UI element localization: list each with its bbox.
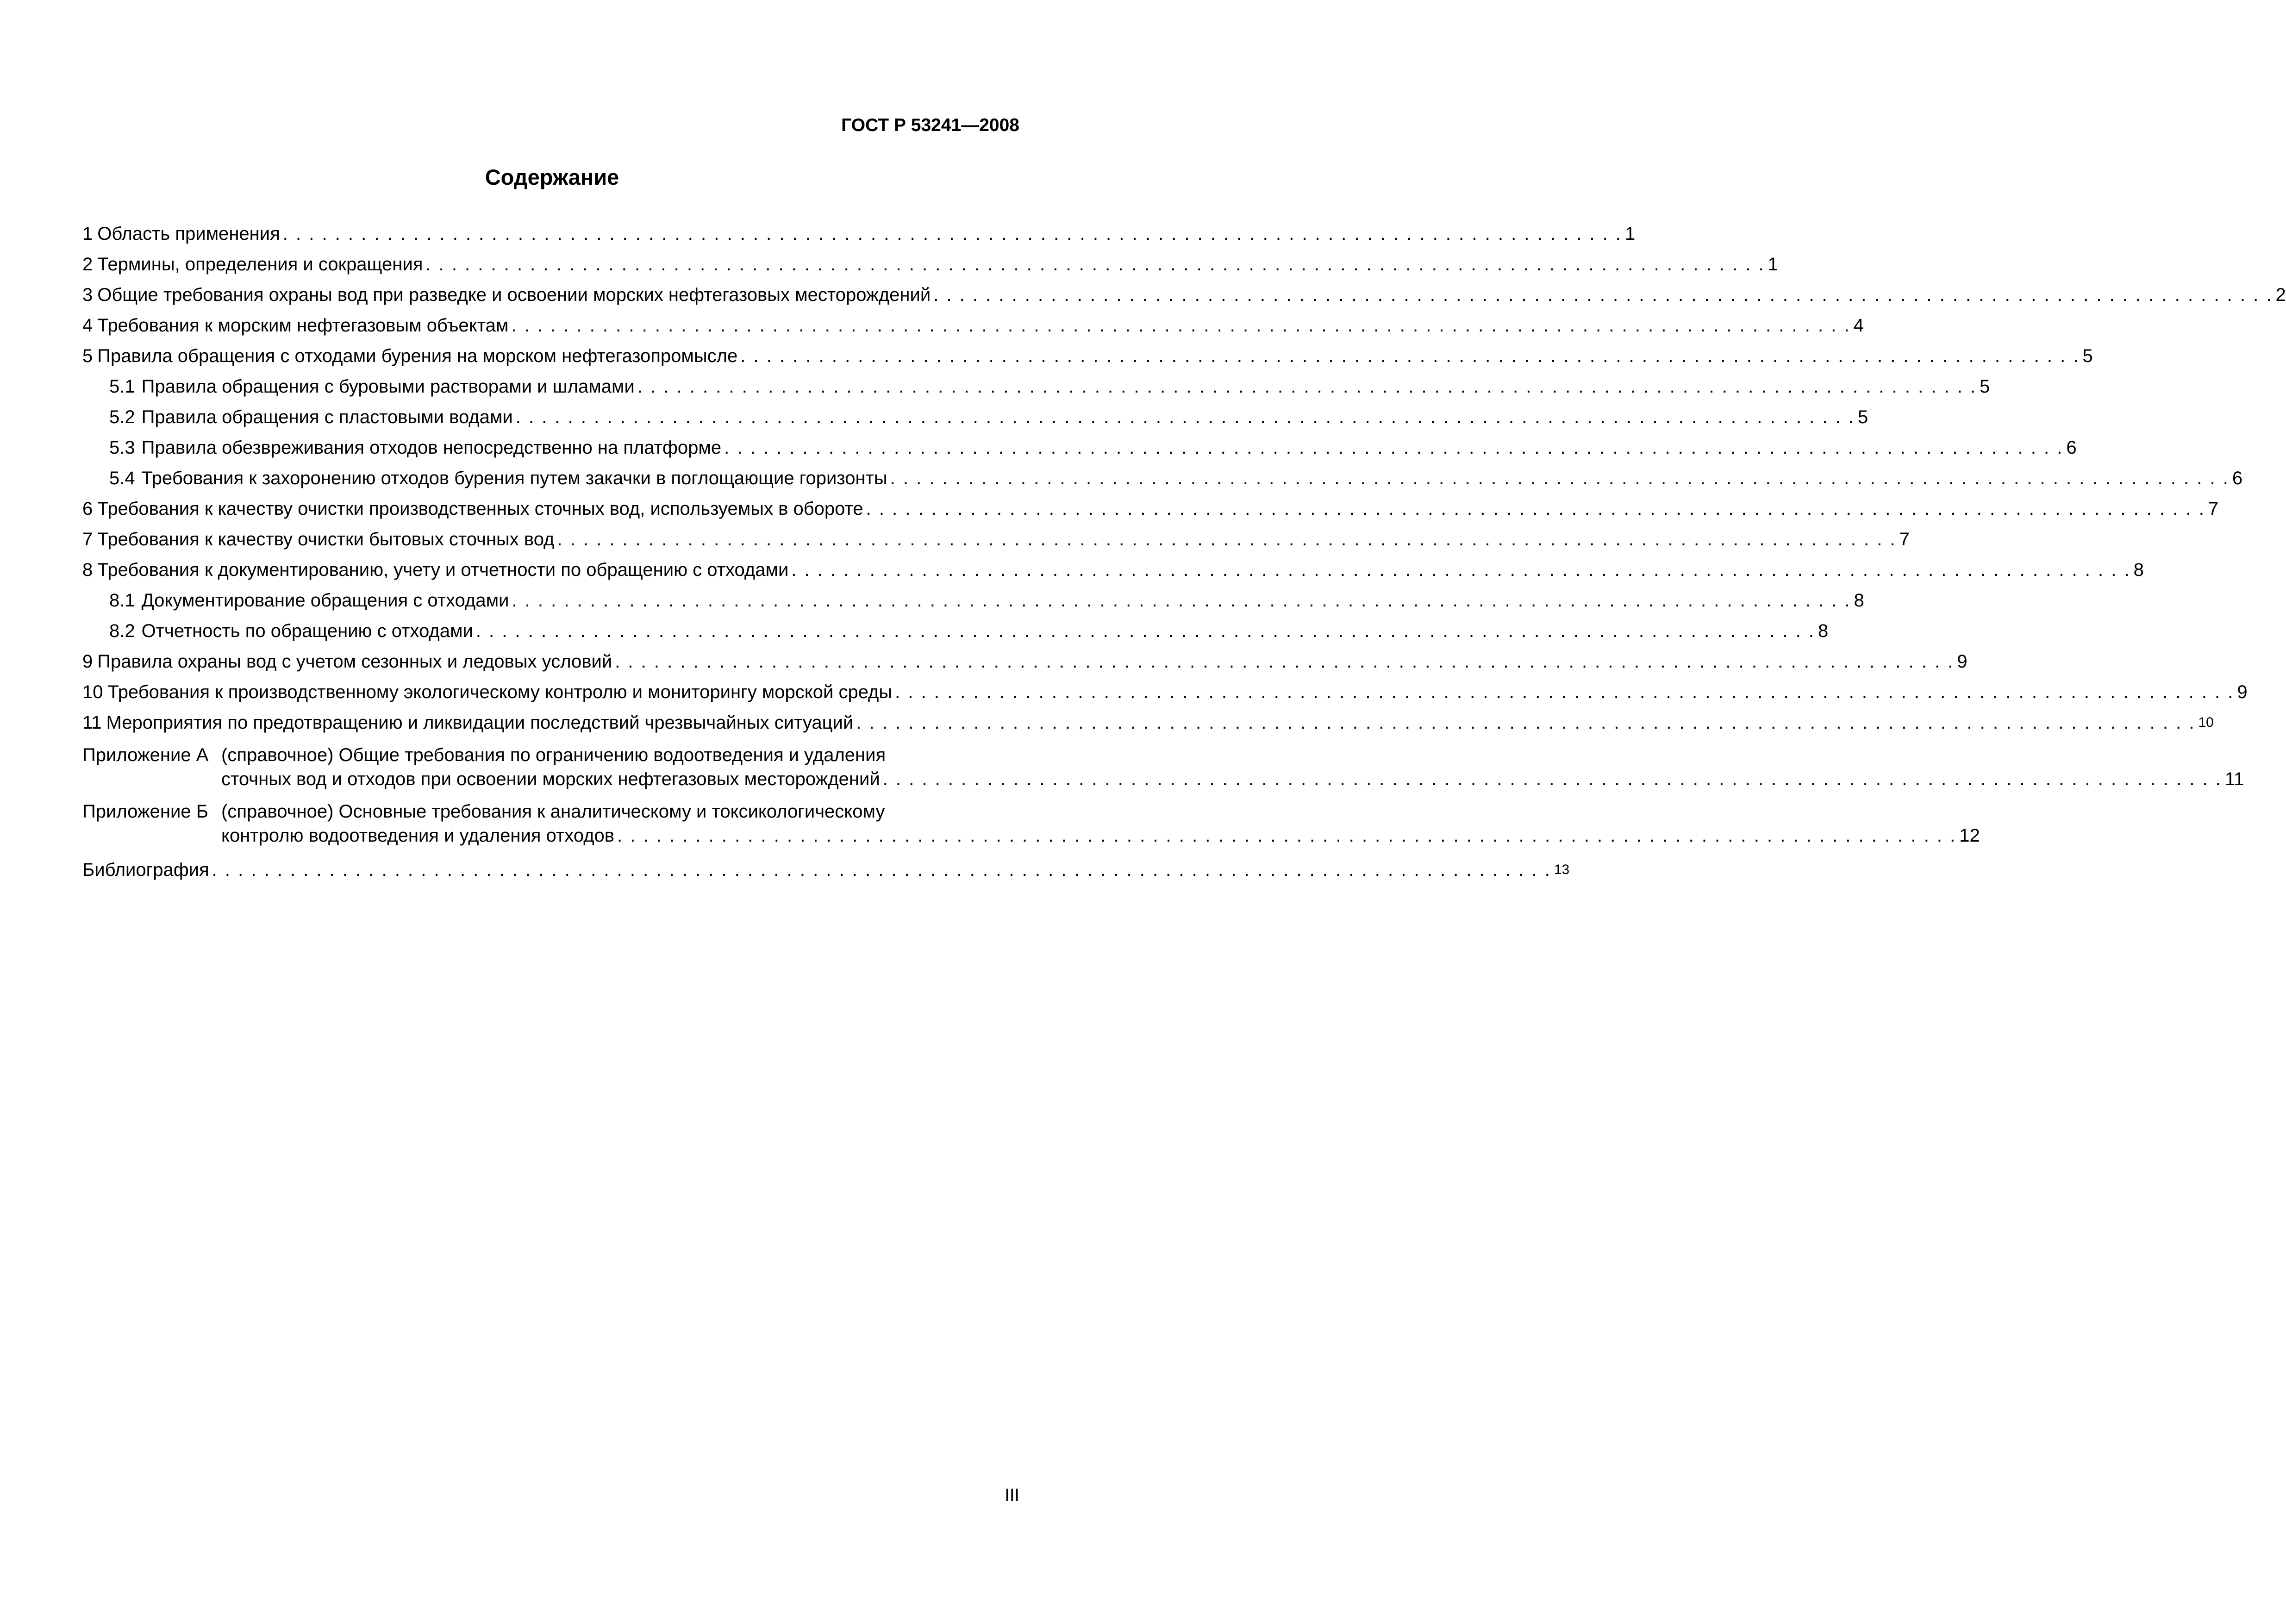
dot-leader bbox=[637, 371, 1977, 402]
appendix-title-line2: сточных вод и отходов при освоении морских нефтегазовых месторождений bbox=[221, 769, 880, 789]
toc-appendix-b[interactable] bbox=[82, 796, 1980, 851]
toc-number: 11 bbox=[82, 712, 102, 733]
toc-title: Правила охраны вод с учетом сезонных и ледовых условий bbox=[97, 651, 612, 672]
toc-page: 4 bbox=[1853, 315, 1864, 336]
toc-title: Мероприятия по предотвращению и ликвидации последствий чрезвычайных ситуаций bbox=[106, 712, 854, 733]
toc-title: Правила обращения с буровыми растворами и шламами bbox=[141, 376, 635, 397]
dot-leader bbox=[895, 677, 2234, 707]
page-title: Содержание bbox=[485, 165, 619, 189]
toc-title: Требования к качеству очистки бытовых сточных вод bbox=[97, 529, 555, 550]
toc-title: Требования к морским нефтегазовым объектам bbox=[97, 315, 509, 336]
dot-leader bbox=[617, 820, 1956, 851]
dot-leader bbox=[476, 616, 1815, 646]
toc-title: Правила обращения с отходами бурения на морском нефтегазопромысле bbox=[97, 346, 738, 366]
dot-leader bbox=[557, 524, 1896, 555]
dot-leader bbox=[511, 310, 1850, 341]
toc-page: 1 bbox=[1625, 224, 1636, 244]
dot-leader bbox=[615, 646, 1954, 677]
toc-number: 5.2 bbox=[109, 407, 135, 427]
dot-leader bbox=[883, 764, 2222, 794]
dot-leader bbox=[283, 219, 1622, 249]
toc-number: 5.3 bbox=[109, 437, 135, 458]
appendix-label: Приложение А bbox=[82, 745, 209, 765]
dot-leader bbox=[740, 341, 2080, 371]
toc-page: 10 bbox=[2198, 715, 2214, 730]
toc-page: 6 bbox=[2066, 437, 2077, 458]
toc-page: 5 bbox=[1980, 376, 1990, 397]
toc-title: Требования к захоронению отходов бурения путем закачки в поглощающие горизонты bbox=[141, 468, 887, 488]
toc-number: 4 bbox=[82, 315, 93, 336]
toc-page: 7 bbox=[2208, 499, 2219, 519]
toc-page: 6 bbox=[2232, 468, 2243, 488]
appendix-title-line1: (справочное) Общие требования по ограничению водоотведения и удаления bbox=[221, 745, 886, 765]
toc-title: Общие требования охраны вод при разведке и освоении морских нефтегазовых месторождений bbox=[97, 285, 931, 305]
appendix-body bbox=[221, 796, 1980, 851]
document-code: ГОСТ Р 53241—2008 bbox=[841, 115, 1019, 135]
toc-page: 7 bbox=[1899, 529, 1910, 550]
appendix-body bbox=[221, 740, 2244, 794]
toc-number: 5 bbox=[82, 346, 93, 366]
toc-title: Документирование обращения с отходами bbox=[141, 590, 509, 611]
toc-number: 5.4 bbox=[109, 468, 135, 488]
toc-entry-7[interactable] bbox=[82, 524, 1910, 555]
toc-entry-9[interactable] bbox=[82, 646, 1967, 677]
dot-leader bbox=[791, 555, 2130, 585]
toc-title: Требования к качеству очистки производственных сточных вод, используемых в обороте bbox=[97, 499, 863, 519]
toc-number: 1 bbox=[82, 224, 93, 244]
toc-page: 13 bbox=[1554, 862, 1570, 877]
toc-entry-5-3[interactable] bbox=[82, 432, 2077, 463]
toc-entry-10[interactable] bbox=[82, 677, 2248, 707]
toc-page: 5 bbox=[2082, 346, 2093, 366]
toc-entry-3[interactable] bbox=[82, 280, 2286, 310]
dot-leader bbox=[512, 585, 1851, 616]
appendix-title-line1: (справочное) Основные требования к аналитическому и токсикологическому bbox=[221, 801, 885, 822]
toc-page: 9 bbox=[2237, 682, 2248, 702]
appendix-label: Приложение Б bbox=[82, 801, 208, 822]
dot-leader bbox=[724, 432, 2063, 463]
toc-number: 8.1 bbox=[109, 590, 135, 611]
toc-page: 8 bbox=[1818, 621, 1829, 641]
toc-page: 2 bbox=[2275, 285, 2286, 305]
toc-number: 9 bbox=[82, 651, 93, 672]
toc-entry-5[interactable] bbox=[82, 341, 2093, 371]
dot-leader bbox=[856, 707, 2195, 738]
toc-entry-6[interactable] bbox=[82, 493, 2219, 524]
toc-number: 2 bbox=[82, 254, 93, 275]
toc-entry-5-4[interactable] bbox=[82, 463, 2243, 493]
table-of-contents bbox=[82, 219, 2286, 885]
appendix-title-line2-row bbox=[221, 823, 1980, 851]
toc-page: 11 bbox=[2224, 769, 2244, 789]
toc-appendix-a[interactable] bbox=[82, 740, 2244, 794]
toc-title: Правила обращения с пластовыми водами bbox=[141, 407, 513, 427]
dot-leader bbox=[212, 855, 1551, 885]
toc-title: Требования к документированию, учету и отчетности по обращению с отходами bbox=[97, 560, 789, 580]
toc-entry-4[interactable] bbox=[82, 310, 1864, 341]
toc-title: Правила обезвреживания отходов непосредственно на платформе bbox=[141, 437, 722, 458]
toc-entry-8[interactable] bbox=[82, 555, 2144, 585]
toc-title: Отчетность по обращению с отходами bbox=[141, 621, 473, 641]
toc-page: 1 bbox=[1768, 254, 1778, 275]
toc-page: 5 bbox=[1857, 407, 1868, 427]
toc-entry-5-1[interactable] bbox=[82, 371, 1990, 402]
toc-page: 8 bbox=[1854, 590, 1864, 611]
toc-title: Требования к производственному экологическому контролю и мониторингу морской среды bbox=[107, 682, 893, 702]
toc-number: 10 bbox=[82, 682, 103, 702]
toc-page: 8 bbox=[2133, 560, 2144, 580]
page-number: III bbox=[1005, 1486, 1019, 1505]
dot-leader bbox=[933, 280, 2273, 310]
toc-number: 3 bbox=[82, 285, 93, 305]
appendix-title-line2-row bbox=[221, 767, 2244, 794]
toc-page: 9 bbox=[1957, 651, 1967, 672]
toc-number: 8.2 bbox=[109, 621, 135, 641]
toc-entry-5-2[interactable] bbox=[82, 402, 1868, 432]
toc-entry-2[interactable] bbox=[82, 249, 1778, 280]
toc-number: 5.1 bbox=[109, 376, 135, 397]
toc-entry-11[interactable] bbox=[82, 707, 2214, 738]
toc-number: 7 bbox=[82, 529, 93, 550]
toc-title: Термины, определения и сокращения bbox=[97, 254, 423, 275]
toc-title: Библиография bbox=[82, 860, 209, 880]
toc-entry-8-1[interactable] bbox=[82, 585, 1864, 616]
toc-number: 8 bbox=[82, 560, 93, 580]
dot-leader bbox=[866, 493, 2205, 524]
toc-number: 6 bbox=[82, 499, 93, 519]
toc-bibliography[interactable] bbox=[82, 855, 1570, 885]
toc-entry-8-2[interactable] bbox=[82, 616, 1829, 646]
toc-entry-1[interactable] bbox=[82, 219, 1636, 249]
dot-leader bbox=[890, 463, 2230, 493]
dot-leader bbox=[516, 402, 1855, 432]
toc-page: 12 bbox=[1959, 825, 1980, 846]
toc-title: Область применения bbox=[97, 224, 280, 244]
dot-leader bbox=[425, 249, 1765, 280]
appendix-title-line2: контролю водоотведения и удаления отходов bbox=[221, 825, 615, 846]
